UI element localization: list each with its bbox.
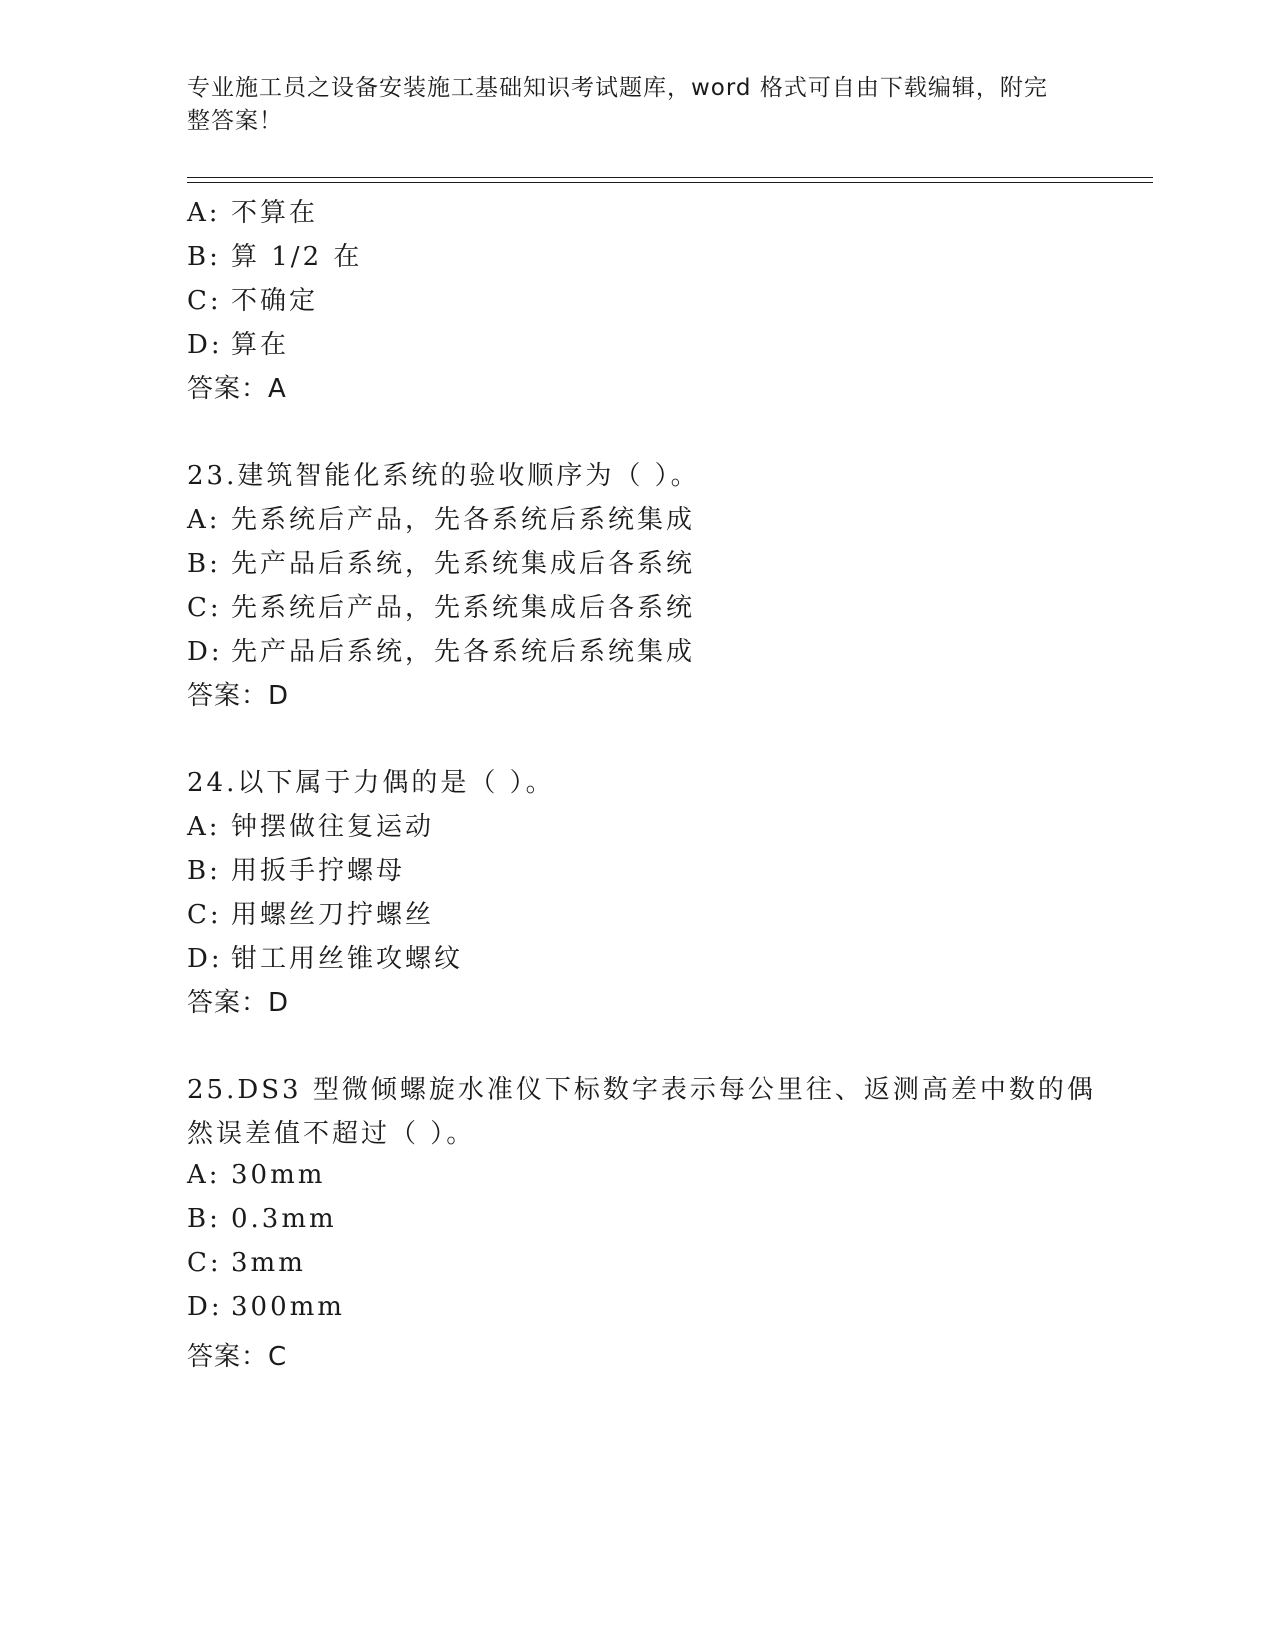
option-c	[187, 587, 695, 624]
header-line-1: 专业施工员之设备安装施工基础知识考试题库，word 格式可自由下载编辑，附完	[187, 75, 1048, 101]
option-prefix: B:	[187, 856, 221, 886]
option-d	[187, 1292, 345, 1322]
option-text: 30mm	[231, 1160, 326, 1190]
question-stem-line-2: 然误差值不超过（ ）。	[187, 1119, 476, 1149]
option-text: 300mm	[231, 1292, 345, 1322]
option-b	[187, 543, 695, 580]
option-prefix: D:	[187, 330, 223, 360]
option-prefix: B:	[187, 1204, 221, 1234]
option-prefix: A:	[187, 198, 221, 228]
answer-line: 答案：C	[187, 1342, 288, 1372]
option-text: 钳工用丝锥攻螺纹	[231, 944, 464, 974]
option-c	[187, 1248, 306, 1278]
option-d	[187, 631, 695, 668]
option-text: 不算在	[231, 198, 319, 228]
option-text: 3mm	[231, 1248, 306, 1278]
option-a	[187, 499, 695, 536]
option-text: 先系统后产品，先各系统后系统集成	[231, 505, 696, 535]
option-text: 0.3mm	[231, 1204, 337, 1234]
option-b	[187, 236, 362, 273]
option-c	[187, 280, 318, 317]
option-text: 钟摆做往复运动	[231, 812, 435, 842]
option-prefix: B:	[187, 242, 221, 272]
option-text: 先系统后产品，先系统集成后各系统	[231, 593, 696, 623]
option-text: 用螺丝刀拧螺丝	[231, 900, 435, 930]
option-a	[187, 1160, 325, 1190]
question-stem: 24.以下属于力偶的是（ ）。	[187, 768, 555, 798]
header-divider-top	[187, 177, 1153, 178]
option-prefix: A:	[187, 1160, 221, 1190]
question-stem-line-1: 25.DS3 型微倾螺旋水准仪下标数字表示每公里往、返测高差中数的偶	[187, 1075, 1096, 1105]
option-prefix: B:	[187, 549, 221, 579]
option-prefix: A:	[187, 812, 221, 842]
option-prefix: C:	[187, 286, 222, 316]
answer-line: 答案：A	[187, 374, 287, 404]
option-d	[187, 324, 289, 361]
option-prefix: D:	[187, 637, 223, 667]
option-a	[187, 192, 318, 229]
option-text: 用扳手拧螺母	[231, 856, 406, 886]
header-divider-bottom	[187, 182, 1153, 183]
option-prefix: C:	[187, 900, 222, 930]
header-line-2: 整答案！	[187, 108, 283, 134]
option-prefix: C:	[187, 1248, 222, 1278]
answer-line: 答案：D	[187, 681, 290, 711]
option-text: 先产品后系统，先系统集成后各系统	[231, 549, 696, 579]
answer-line: 答案：D	[187, 988, 290, 1018]
option-d	[187, 938, 463, 975]
option-c	[187, 894, 434, 931]
option-prefix: C:	[187, 593, 222, 623]
option-a	[187, 806, 434, 843]
option-text: 不确定	[231, 286, 319, 316]
option-text: 算在	[231, 330, 290, 360]
question-stem: 23.建筑智能化系统的验收顺序为（ ）。	[187, 461, 700, 491]
option-b	[187, 1204, 337, 1234]
option-prefix: D:	[187, 944, 223, 974]
document-header	[187, 72, 1067, 138]
option-prefix: D:	[187, 1292, 223, 1322]
option-text: 先产品后系统，先各系统后系统集成	[231, 637, 696, 667]
option-b	[187, 850, 405, 887]
option-prefix: A:	[187, 505, 221, 535]
option-text: 算 1/2 在	[231, 242, 363, 272]
